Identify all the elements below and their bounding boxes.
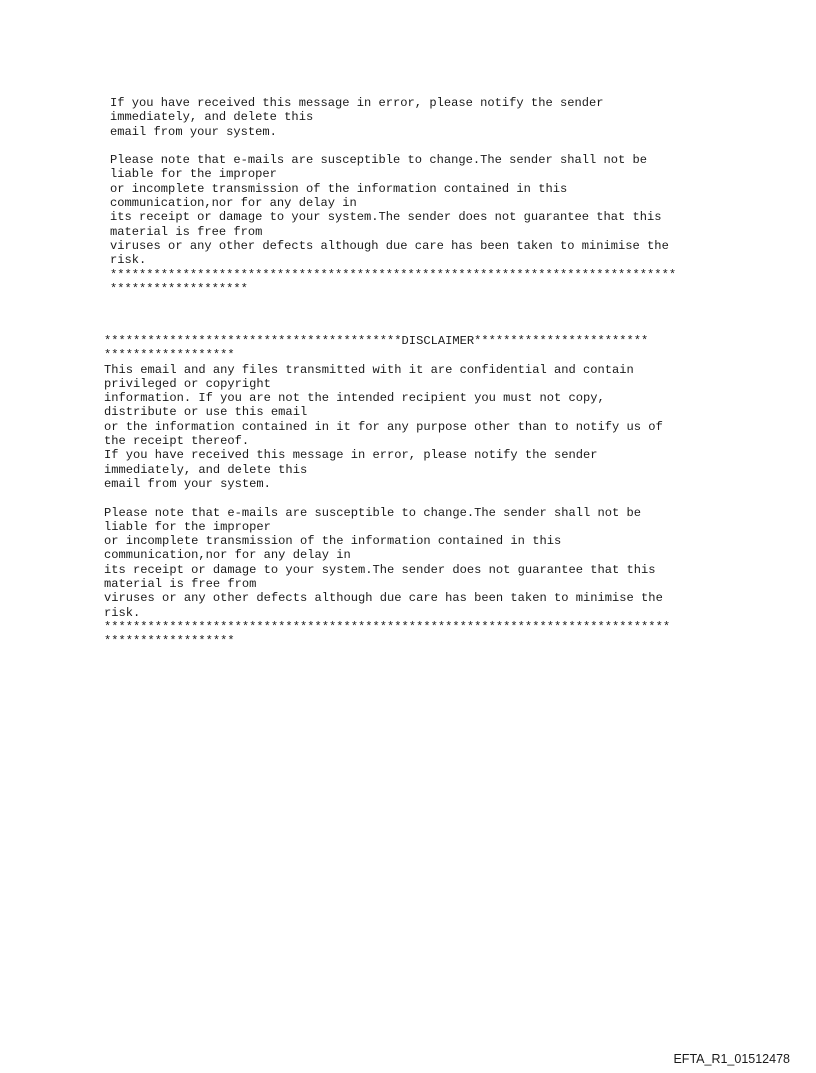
email-liability-paragraph: Please note that e-mails are susceptible to change.The sender shall not be liable for the improper or incomplete transmission of the information contained in this communication,nor for any delay in its receipt or damage to your system.The sender does not guarantee that this material is free from viruses or any other defects although due care has been taken to minimise the risk.: [104, 505, 663, 620]
disclaimer-block: [104, 334, 670, 649]
document-id-label: EFTA_R1_01512478: [673, 1052, 790, 1066]
disclaimer-header: *****************************************DISCLAIMER************************ ******************: [104, 334, 649, 363]
asterisk-divider: ****************************************************************************** *******************: [110, 267, 677, 296]
email-liability-paragraph: Please note that e-mails are susceptible to change.The sender shall not be liable for the improper or incomplete transmission of the information contained in this communication,nor for any delay in its receipt or damage to your system.The sender does not guarantee that this material is free from viruses or any other defects although due care has been taken to minimise the risk.: [110, 153, 669, 268]
asterisk-divider: ****************************************************************************** ******************: [104, 619, 671, 649]
confidentiality-paragraph: This email and any files transmitted with it are confidential and contain privileged or copyright information. If you are not the intended recipient you must not copy, distribute or use this email or the information contained in it for any purpose other than to notify us of the receipt thereof. If you have received this message in error, please notify the sender immediately, and delete this email from your system.: [104, 362, 663, 491]
disclaimer-continuation-block: [110, 96, 676, 296]
paragraph-spacer: [110, 139, 676, 153]
paragraph-spacer: [104, 491, 670, 505]
error-notification-paragraph: If you have received this message in error, please notify the sender immediately, and delete this email from your system.: [110, 96, 604, 139]
